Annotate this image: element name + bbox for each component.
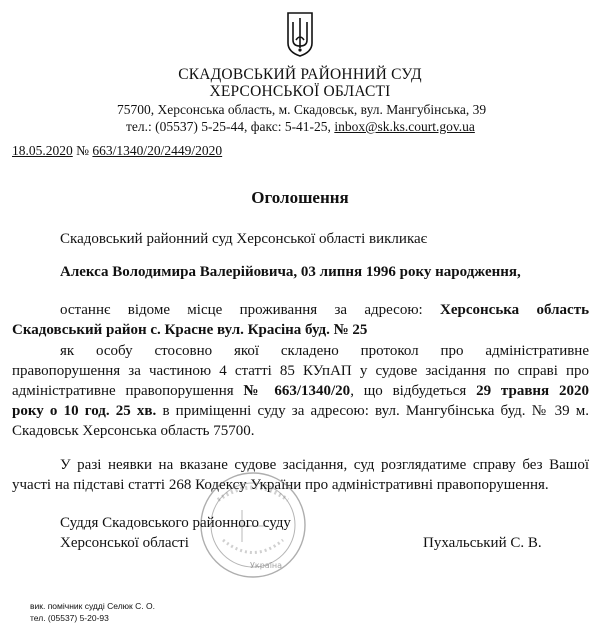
stamp-label: Україна xyxy=(250,561,283,570)
reference-line xyxy=(12,142,222,159)
protocol-line: як особу стосовно якої складено протокол про адміністративне xyxy=(60,343,589,359)
hearing-time: року о 10 год. 25 хв. xyxy=(12,403,157,419)
case-text-a: адміністративне правопорушення xyxy=(12,383,244,399)
address-label: останнє відоме місце проживання за адресою: xyxy=(60,302,423,318)
court-email-link[interactable]: inbox@sk.ks.court.gov.ua xyxy=(334,119,475,134)
trident-emblem xyxy=(285,10,315,58)
executor-name: вик. помічник судді Селюк С. О. xyxy=(30,601,155,611)
court-address: 75700, Херсонська область, м. Скадовськ, вул. Мангубінська, 39 xyxy=(117,102,487,117)
contacts-phone-fax: тел.: (05537) 5-25-44, факс: 5-41-25, xyxy=(126,119,335,134)
executor-phone: тел. (05537) 5-20-93 xyxy=(30,613,109,623)
location-text: в приміщенні суду за адресою: вул. Мангубінська буд. № 39 м. xyxy=(156,403,589,419)
court-name: СКАДОВСЬКИЙ РАЙОННИЙ СУД xyxy=(178,66,422,83)
absence-warning-l2: участі на підставі статті 268 Кодексу України про адміністративні правопорушення. xyxy=(12,477,549,493)
intro-line: Скадовський районний суд Херсонської області викликає xyxy=(60,231,428,247)
document-title: Оголошення xyxy=(251,188,349,207)
time-line xyxy=(12,401,589,421)
judge-name: Пухальський С. В. xyxy=(423,535,542,551)
article-line: правопорушення за частиною 4 статті 85 КУпАП у судове засідання по справі про xyxy=(12,363,589,379)
reference-number: 663/1340/20/2449/2020 xyxy=(92,143,223,158)
judge-title-l1: Суддя Скадовського районного суду xyxy=(60,515,291,531)
case-number: № 663/1340/20 xyxy=(243,383,351,399)
hearing-date: 29 травня 2020 xyxy=(476,383,589,399)
case-text-c: , що відбудеться xyxy=(350,383,477,399)
city-line: Скадовськ Херсонська область 75700. xyxy=(12,423,255,439)
judge-title-l2: Херсонської області xyxy=(60,535,189,551)
address-line xyxy=(60,300,589,320)
address-region: Херсонська область xyxy=(440,302,589,318)
absence-warning-l1: У разі неявки на вказане судове засідання, суд розглядатиме справу без Вашої xyxy=(60,457,589,473)
court-region: ХЕРСОНСЬКОЇ ОБЛАСТІ xyxy=(209,83,391,100)
case-line xyxy=(12,381,589,401)
summoned-person: Алекса Володимира Валерійовича, 03 липня 1996 року народження, xyxy=(60,264,521,280)
reference-date: 18.05.2020 xyxy=(12,143,73,158)
reference-number-sign: № xyxy=(72,143,93,158)
court-contacts xyxy=(126,118,475,135)
address-details: Скадовський район с. Красне вул. Красіна буд. № 25 xyxy=(12,322,368,338)
